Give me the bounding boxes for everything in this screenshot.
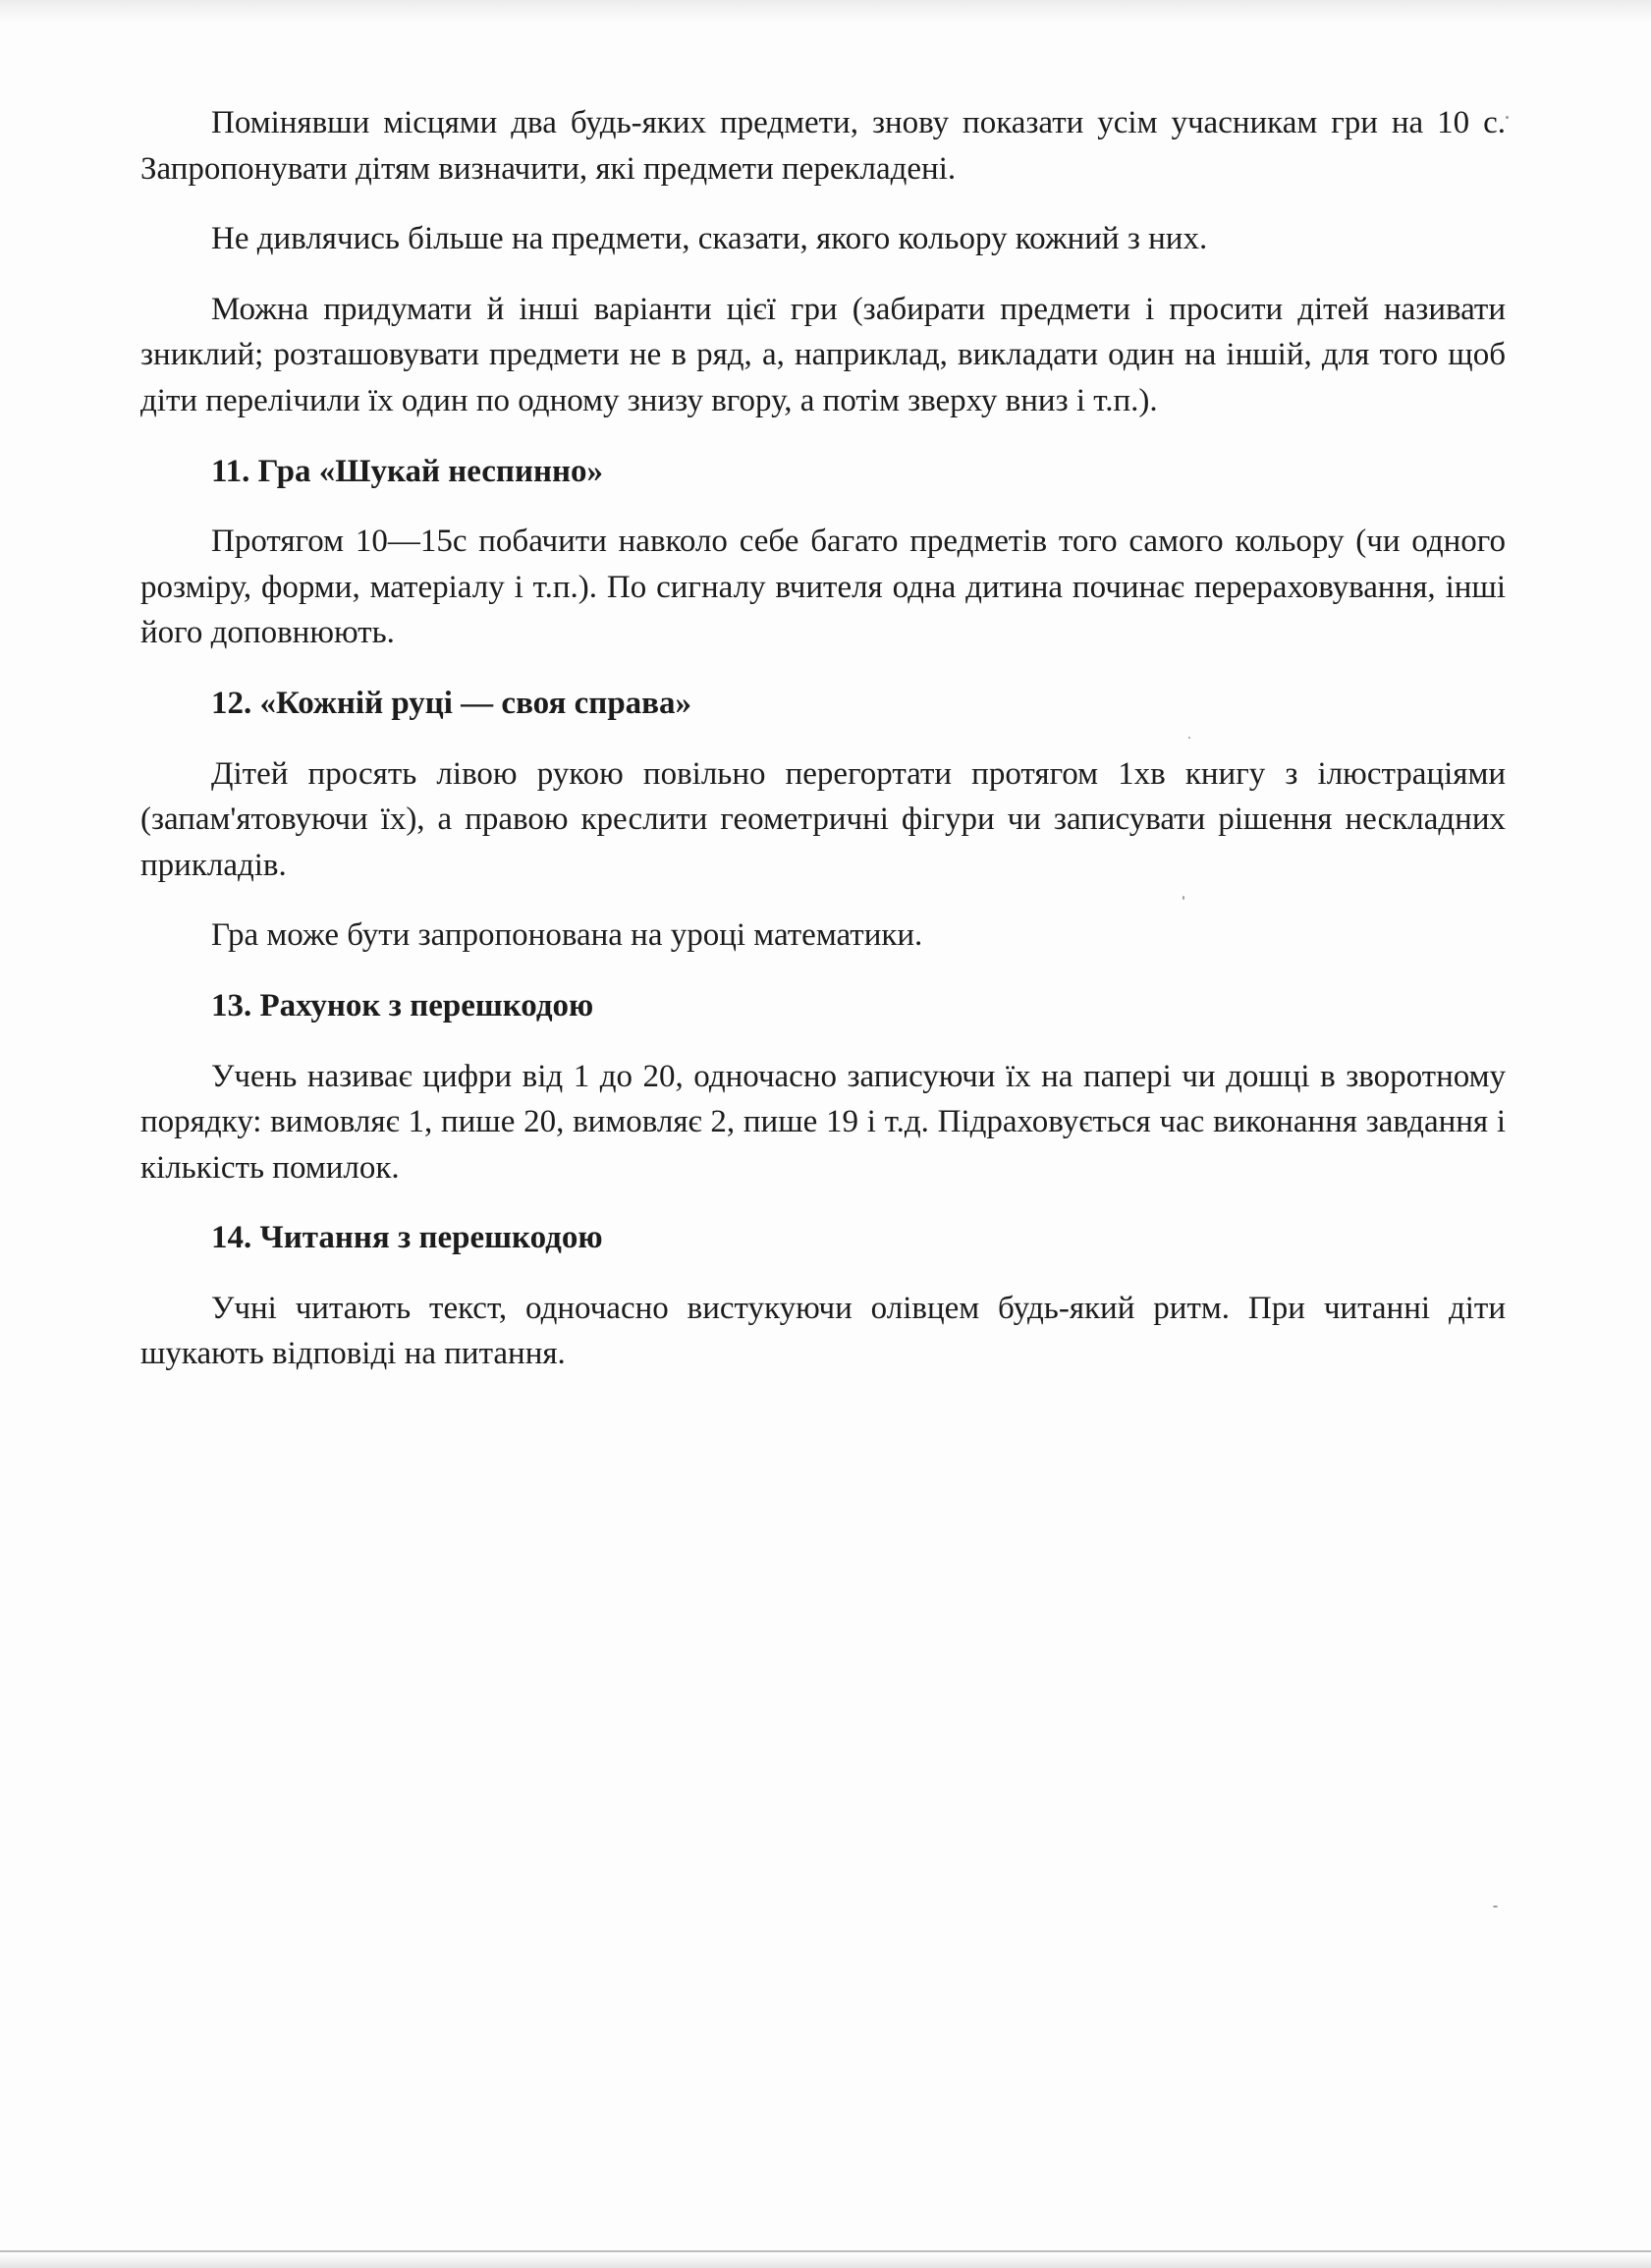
section-heading: 13. Рахунок з перешкодою (211, 987, 594, 1023)
scan-speck (1493, 1906, 1498, 1908)
scan-bottom-shadow (0, 2254, 1651, 2268)
paragraph: Протягом 10—15с побачити навколо себе багато предметів того самого кольору (чи одного розміру, форми, матеріалу і т.п.). По сигналу вчителя одна дитина починає перераховування, інші його доповнюють. (140, 524, 1506, 651)
paragraph: Не дивлячись більше на предмети, сказати, якого кольору кожний з них. (211, 221, 1208, 257)
paragraph: Учні читають текст, одночасно вистукуючи олівцем будь-який ритм. При читанні діти шукають відповіді на питання. (140, 1290, 1506, 1372)
scan-bottom-edge (0, 2250, 1651, 2252)
scan-speck (1506, 116, 1509, 119)
section-heading: 12. «Кожній руці — своя справа» (211, 685, 691, 721)
paragraph: Можна придумати й інші варіанти цієї гри (забирати предмети і просити дітей називати зниклий; розташовувати предмети не в ряд, а, наприклад, викладати один на іншій, для того щоб діти перелічили їх один по одному знизу вгору, а потім зверху вниз і т.п.). (140, 291, 1506, 418)
paragraph: Помінявши місцями два будь-яких предмети, знову показати усім учасникам гри на 10 с. Запропонувати дітям визначити, які предмети перекладені. (140, 105, 1506, 187)
paragraph: Дітей просять лівою рукою повільно перегортати протягом 1хв книгу з ілюстраціями (запам'ятовуючи їх), а правою креслити геометричні фігури чи записувати рішення нескладних прикладів. (140, 755, 1506, 883)
section-heading: 11. Гра «Шукай неспинно» (211, 453, 603, 489)
scan-top-shadow (0, 0, 1651, 22)
paragraph: Учень називає цифри від 1 до 20, одночасно записуючи їх на папері чи дошці в зворотному порядку: вимовляє 1, пише 20, вимовляє 2, пише 19 і т.д. Підраховується час виконання завдання і кількість помилок. (140, 1058, 1506, 1186)
document-body (140, 100, 1506, 1402)
paragraph: Гра може бути запропонована на уроці математики. (211, 917, 923, 954)
section-heading: 14. Читання з перешкодою (211, 1220, 603, 1256)
